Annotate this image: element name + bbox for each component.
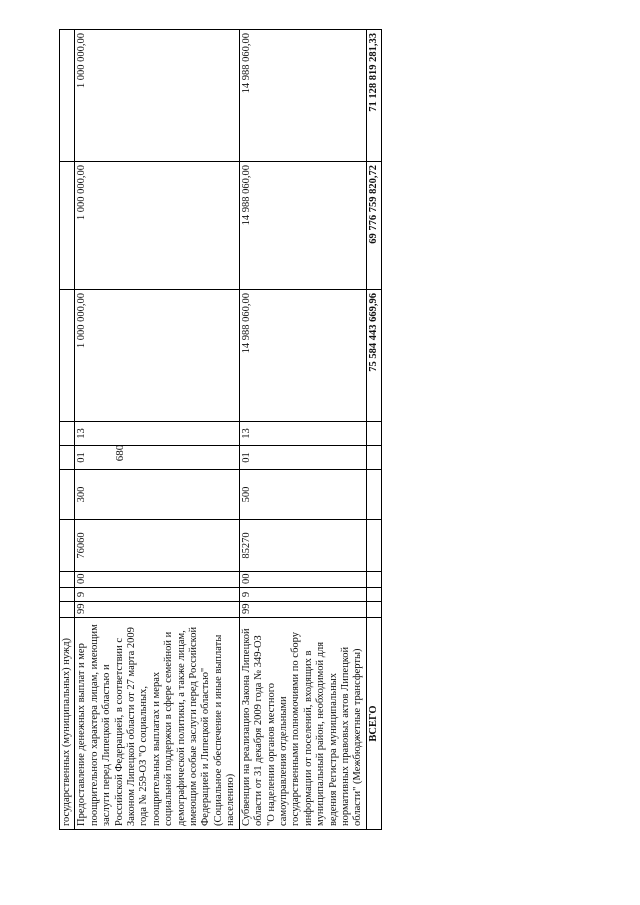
rz-cell: 01 xyxy=(75,446,239,470)
empty-cell xyxy=(366,422,381,446)
table-row xyxy=(239,30,366,830)
empty-cell xyxy=(366,470,381,520)
total-row xyxy=(366,30,381,830)
vr-cell: 500 xyxy=(239,470,366,520)
empty-cell xyxy=(366,588,381,602)
empty-cell xyxy=(366,446,381,470)
rz-cell xyxy=(60,446,75,470)
gp-cell: 99 xyxy=(239,602,366,618)
pgp-cell xyxy=(60,588,75,602)
table-row xyxy=(75,30,239,830)
pgp-cell: 9 xyxy=(75,588,239,602)
budget-table-container xyxy=(59,30,379,830)
empty-cell xyxy=(366,602,381,618)
sum-2022-cell: 14 988 060,00 xyxy=(239,162,366,290)
row-name-cell: государственных (муниципальных) нужд) xyxy=(60,618,75,830)
row-name-cell: Субвенции на реализацию Закона Липецкой области от 31 декабря 2009 года № 349-ОЗ "О наделении органов местного самоуправления отдельными государственными полномочиями по сбору информации от поселений, входящих в муниципальный район, необходимой для ведения Регистра муниципальных нормативных правовых актов Липецкой области" (Межбюджетные трансферты) xyxy=(239,618,366,830)
sum-2021-cell xyxy=(60,290,75,422)
pr-cell xyxy=(60,422,75,446)
sum-2021-cell: 14 988 060,00 xyxy=(239,290,366,422)
gp-cell: 99 xyxy=(75,602,239,618)
total-2022-cell: 69 776 759 820,72 xyxy=(366,162,381,290)
gp-cell xyxy=(60,602,75,618)
row-name-cell: Предоставление денежных выплат и мер поощрительного характера лицам, имеющим заслуги перед Липецкой областью и Российской Федерацией, в соответствии с Законом Липецкой области от 27 марта 2009 года № 259-ОЗ "О социальных, поощрительных выплатах и мерах социальной поддержки в сфере семейной и демографической политики, а также лицам, имеющим особые заслуги перед Российской Федерацией и Липецкой областью" (Социальное обеспечение и иные выплаты населению) xyxy=(75,618,239,830)
sum-2022-cell xyxy=(60,162,75,290)
pr-cell: 13 xyxy=(75,422,239,446)
pgp-cell: 9 xyxy=(239,588,366,602)
os-cell: 00 xyxy=(239,572,366,588)
table-row xyxy=(60,30,75,830)
vr-cell: 300 xyxy=(75,470,239,520)
page-number: 680 xyxy=(114,444,126,462)
sum-2023-cell: 1 000 000,00 xyxy=(75,30,239,162)
nap-cell: 76060 xyxy=(75,520,239,572)
os-cell xyxy=(60,572,75,588)
empty-cell xyxy=(366,520,381,572)
total-label: ВСЕГО xyxy=(366,618,381,830)
vr-cell xyxy=(60,470,75,520)
rz-cell: 01 xyxy=(239,446,366,470)
sum-2021-cell: 1 000 000,00 xyxy=(75,290,239,422)
nap-cell xyxy=(60,520,75,572)
sum-2023-cell xyxy=(60,30,75,162)
sum-2023-cell: 14 988 060,00 xyxy=(239,30,366,162)
budget-table xyxy=(59,29,382,830)
empty-cell xyxy=(366,572,381,588)
nap-cell: 85270 xyxy=(239,520,366,572)
pr-cell: 13 xyxy=(239,422,366,446)
os-cell: 00 xyxy=(75,572,239,588)
total-2021-cell: 75 584 443 669,96 xyxy=(366,290,381,422)
total-2023-cell: 71 128 819 281,33 xyxy=(366,30,381,162)
budget-table-rotated xyxy=(59,30,379,830)
sum-2022-cell: 1 000 000,00 xyxy=(75,162,239,290)
